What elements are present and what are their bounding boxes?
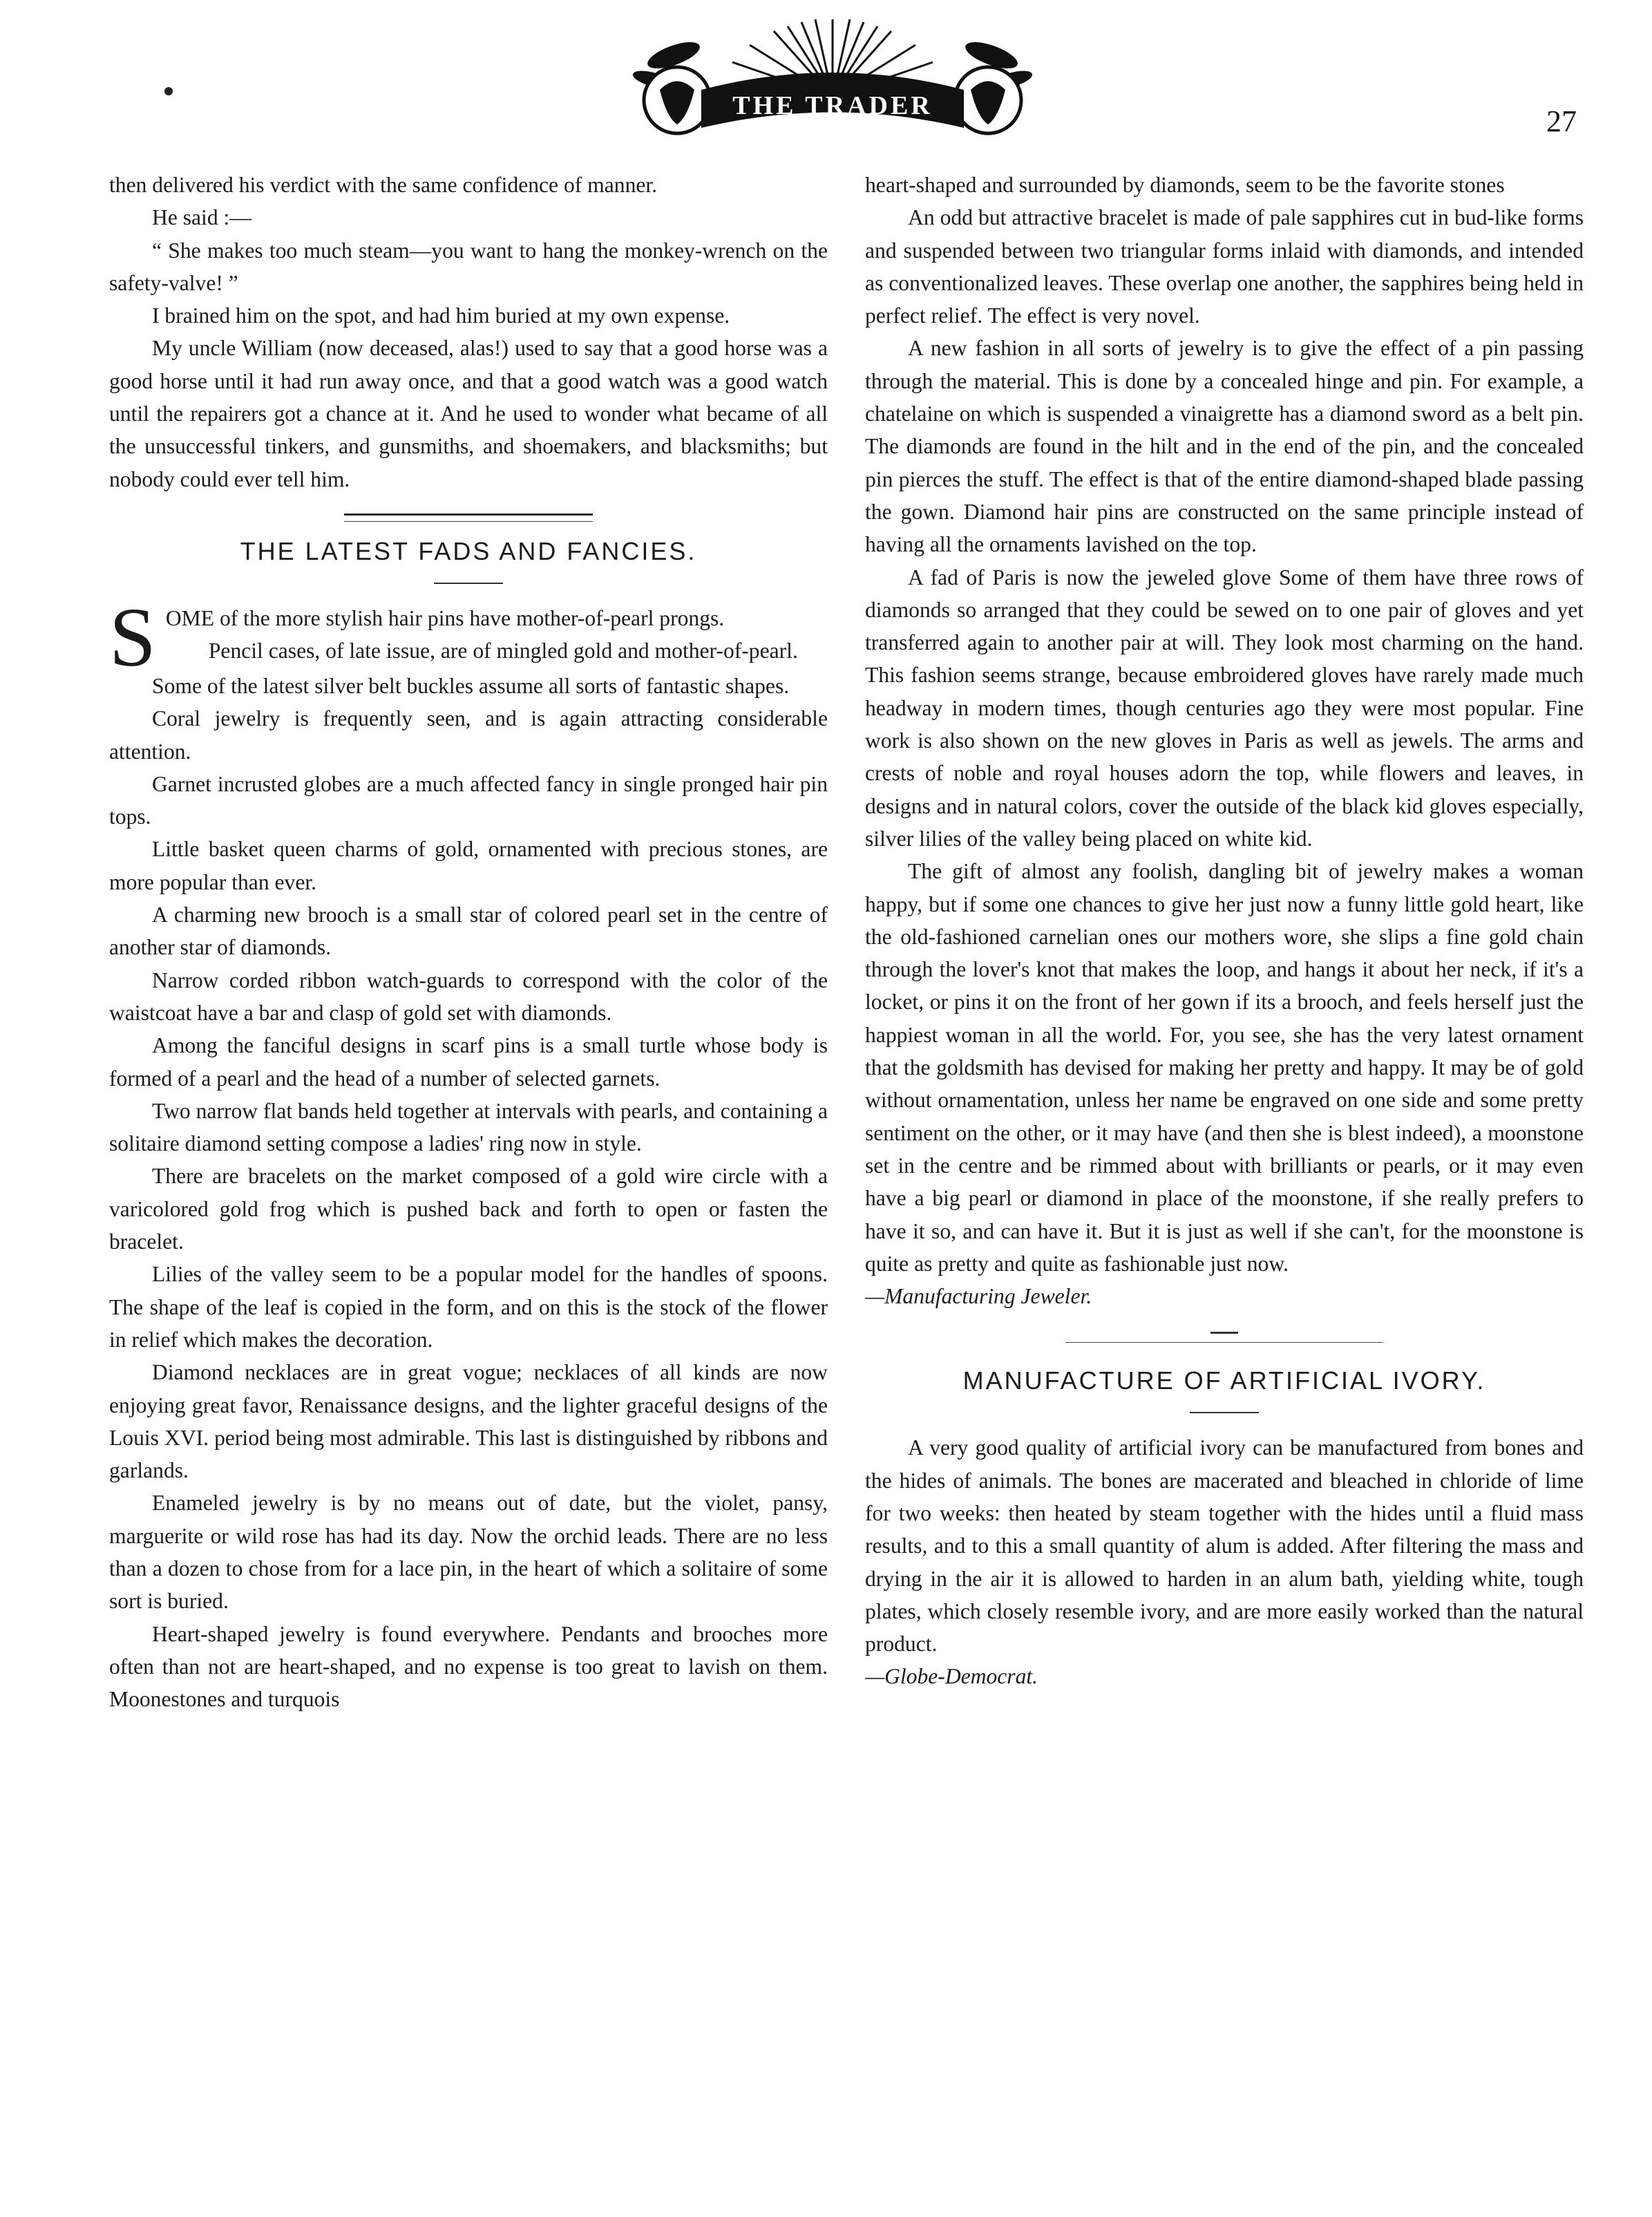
title-underline [1190, 1412, 1259, 1413]
paragraph: An odd but attractive bracelet is made of pale sapphires cut in bud-like forms and suspended between two triangular forms inlaid with diamonds, and intended as conventionalized leaves. These overlap one another, the sapphires being held in perfect relief. The effect is very novel. [865, 205, 1584, 328]
masthead-ornament [625, 14, 1040, 142]
page-number: 27 [1546, 104, 1577, 138]
paragraph: The gift of almost any foolish, dangling bit of jewelry makes a woman happy, but if some one chances to give her just now a funny little gold heart, like the old-fashioned carnelian ones our mothers wore, she slips a fine gold chain through the lover's knot that makes the loop, and hangs it about her neck, if it's a locket, or pins it on the front of her gown if its a brooch, and feels herself just the happiest woman in all the world. For, you see, she has the very latest ornament that the goldsmith has devised for making her pretty and happy. It may be of gold without ornamentation, unless her name be engraved on one side and some pretty sentiment on the other, or it may have (and then she is blest indeed), a moonstone set in the centre and be rimmed about with brilliants or pearls, or it may even have a big pearl or diamond in place of the moonstone, if she really prefers to have it so, and can have it. But it is just as well if she can't, for the moonstone is quite as pretty and quite as fashionable just now. [865, 859, 1584, 1276]
paragraph: Heart-shaped jewelry is found everywhere. Pendants and brooches more often than not are heart-shaped, and no expense is too great to lavish on them. Moonestones and turquois [109, 1621, 828, 1712]
paragraph: He said :— [152, 205, 251, 230]
paragraph: Some of the latest silver belt buckles assume all sorts of fantastic shapes. [152, 673, 790, 698]
paragraph: A new fashion in all sorts of jewelry is to give the effect of a pin passing through the material. This is done by a concealed hinge and pin. For example, a chatelaine on which is suspended a vinaigrette has a diamond sword as a belt pin. The diamonds are found in the hilt and in the end of the pin, and the concealed pin pierces the stuff. The effect is that of the entire diamond-shaped blade passing the gown. Diamond hair pins are constructed on the same principle instead of having all the ornaments lavished on the top. [865, 336, 1584, 557]
paragraph: Little basket queen charms of gold, ornamented with precious stones, are more popular than ever. [109, 837, 828, 894]
paragraph: Diamond necklaces are in great vogue; necklaces of all kinds are now enjoying great favor, Renaissance designs, and the lighter graceful designs of the Louis XVI. period being most admirable. This last is distinguished by ribbons and garlands. [109, 1360, 828, 1483]
paragraph: Coral jewelry is frequently seen, and is again attracting considerable attention. [109, 706, 828, 764]
paragraph: A very good quality of artificial ivory can be manufactured from bones and the hides of animals. The bones are macerated and bleached in chloride of lime for two weeks: then heated by steam together with the hides until a fluid mass results, and to this a small quantity of alum is added. After filtering the mass and drying in the air it is allowed to harden in an alum bath, yielding white, tough plates, which closely resemble ivory, and are more easily worked than the natural product. [865, 1435, 1584, 1657]
article-title-ivory: MANUFACTURE OF ARTIFICIAL IVORY. [962, 1366, 1486, 1395]
paragraph: I brained him on the spot, and had him buried at my own expense. [152, 303, 730, 328]
right-column [865, 169, 1584, 1693]
paragraph: heart-shaped and surrounded by diamonds, seem to be the favorite stones [865, 173, 1505, 197]
drop-cap: S [109, 590, 156, 684]
section-divider [344, 513, 593, 522]
paragraph: Narrow corded ribbon watch-guards to correspond with the color of the waistcoat have a bar and clasp of gold set with diamonds. [109, 968, 828, 1025]
paragraph: Lilies of the valley seem to be a popular model for the handles of spoons. The shape of the leaf is copied in the form, and on this is the stock of the flower in relief which makes the decoration. [109, 1262, 828, 1352]
source-credit: —Globe-Democrat. [865, 1664, 1038, 1689]
paragraph: There are bracelets on the market composed of a gold wire circle with a varicolored gold frog which is pushed back and forth to open or fasten the bracelet. [109, 1164, 828, 1254]
paragraph: then delivered his verdict with the same confidence of manner. [109, 173, 658, 197]
paragraph: A fad of Paris is now the jeweled glove Some of them have three rows of diamonds so arranged that they could be sewed on to one pair of gloves and yet transferred again to another pair at will. They look most charming on the hand. This fashion seems strange, because embroidered gloves have rarely made much headway in modern times, though centuries ago they were most popular. Fine work is also shown on the new gloves in Paris as well as jewels. The arms and crests of noble and royal houses adorn the top, while flowers and leaves, in designs and in natural colors, cover the outside of the black kid gloves especially, silver lilies of the valley being placed on white kid. [865, 565, 1584, 851]
paragraph: Garnet incrusted globes are a much affected fancy in single pronged hair pin tops. [109, 771, 828, 829]
article-title-fads: THE LATEST FADS AND FANCIES. [240, 536, 697, 565]
paragraph: Two narrow flat bands held together at intervals with pearls, and containing a solitaire diamond setting compose a ladies' ring now in style. [109, 1098, 828, 1156]
paragraph: Pencil cases, of late issue, are of mingled gold and mother-of-pearl. [208, 639, 798, 663]
paragraph: Among the fanciful designs in scarf pins is a small turtle whose body is formed of a pearl and the head of a number of selected garnets. [109, 1033, 828, 1091]
paragraph: “ She makes too much steam—you want to hang the monkey-wrench on the safety-valve! ” [109, 238, 828, 295]
section-divider [1210, 1332, 1238, 1334]
section-divider-line [1065, 1342, 1383, 1343]
paragraph: Enameled jewelry is by no means out of date, but the violet, pansy, marguerite or wild rose has had its day. Now the orchid leads. There are no less than a dozen to chose from for a lace pin, in the heart of which a solitaire of some sort is buried. [109, 1491, 828, 1614]
title-underline [434, 583, 503, 584]
article-body-fads [109, 590, 828, 1716]
margin-dot [164, 87, 173, 95]
paragraph: OME of the more stylish hair pins have mother-of-pearl prongs. [165, 605, 725, 630]
page-header [0, 0, 1652, 159]
left-column [109, 169, 828, 1715]
paragraph: A charming new brooch is a small star of colored pearl set in the centre of another star of diamonds. [109, 903, 828, 960]
source-credit: —Manufacturing Jeweler. [865, 1284, 1092, 1309]
paragraph: My uncle William (now deceased, alas!) used to say that a good horse was a good horse until it had run away once, and that a good watch was a good watch until the repairers got a chance at it. And he used to wonder what became of all the unsuccessful tinkers, and gunsmiths, and shoemakers, and blacksmiths; but nobody could ever tell him. [109, 336, 828, 491]
svg-text:THE TRADER: THE TRADER [732, 91, 933, 120]
